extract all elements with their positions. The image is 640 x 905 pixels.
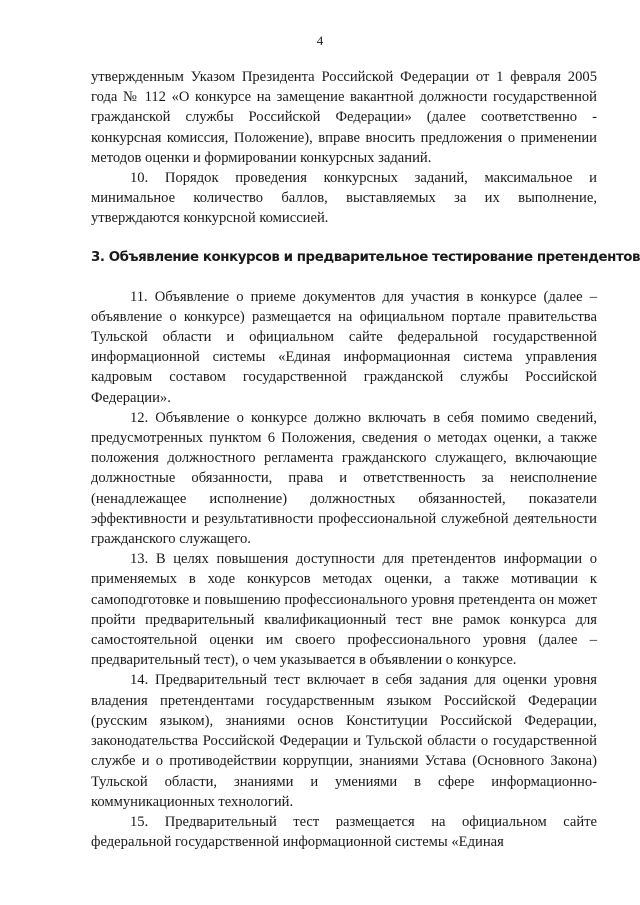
paragraph-10: 10. Порядок проведения конкурсных заданий, максимальное и минимальное количество баллов, выставляемых за их выполнение, утверждаются конкурсной комиссией. bbox=[91, 170, 597, 227]
paragraph-13: 13. В целях повышения доступности для претендентов информации о применяемых в ходе конкурсов методах оценки, а также мотивации к самоподготовке и повышению профессионального уровня претендента он может пройти предварительный квалификационный тест вне рамок конкурса для самостоятельной оценки им своего профессионального уровня (далее – предварительный тест), о чем указывается в объявлении о конкурсе. bbox=[91, 551, 597, 669]
section-heading-3: 3. Объявление конкурсов и предварительное тестирование претендентов bbox=[91, 249, 640, 265]
page-number: 4 bbox=[316, 33, 324, 48]
paragraph-12: 12. Объявление о конкурсе должно включать в себя помимо сведений, предусмотренных пунктом 6 Положения, сведения о методах оценки, а также положения должностного регламента гражданского служащего, включающие должностные обязанности, права и ответственность за неисполнение (ненадлежащее исполнение) должностных обязанностей, показатели эффективности и результативности профессиональной служебной деятельности гражданского служащего. bbox=[91, 409, 597, 548]
paragraph-11: 11. Объявление о приеме документов для участия в конкурсе (далее – объявление о конкурсе) размещается на официальном портале правительства Тульской области и официальном сайте федеральной государственной информационной системы «Единая информационная система управления кадровым составом государственной гражданской службы Российской Федерации». bbox=[91, 288, 597, 406]
paragraph-continuation: утвержденным Указом Президента Российской Федерации от 1 февраля 2005 года № 112 «О конкурсе на замещение вакантной должности государственной гражданской службы Российской Федерации» (далее соответственно - конкурсная комиссия, Положение), вправе вносить предложения о применении методов оценки и формировании конкурсных заданий. bbox=[91, 69, 597, 166]
paragraph-14: 14. Предварительный тест включает в себя задания для оценки уровня владения претендентами государственным языком Российской Федерации (русским языком), знаниями основ Конституции Российской Федерации, законодательства Российской Федерации и Тульской области о государственной службе и о противодействии коррупции, знаниями Устава (Основного Закона) Тульской области, знаниями и умениями в сфере информационно-коммуникационных технологий. bbox=[91, 672, 597, 810]
paragraph-15: 15. Предварительный тест размещается на официальном сайте федеральной государственной информационной системы «Единая bbox=[91, 813, 597, 851]
document-body bbox=[91, 67, 640, 852]
